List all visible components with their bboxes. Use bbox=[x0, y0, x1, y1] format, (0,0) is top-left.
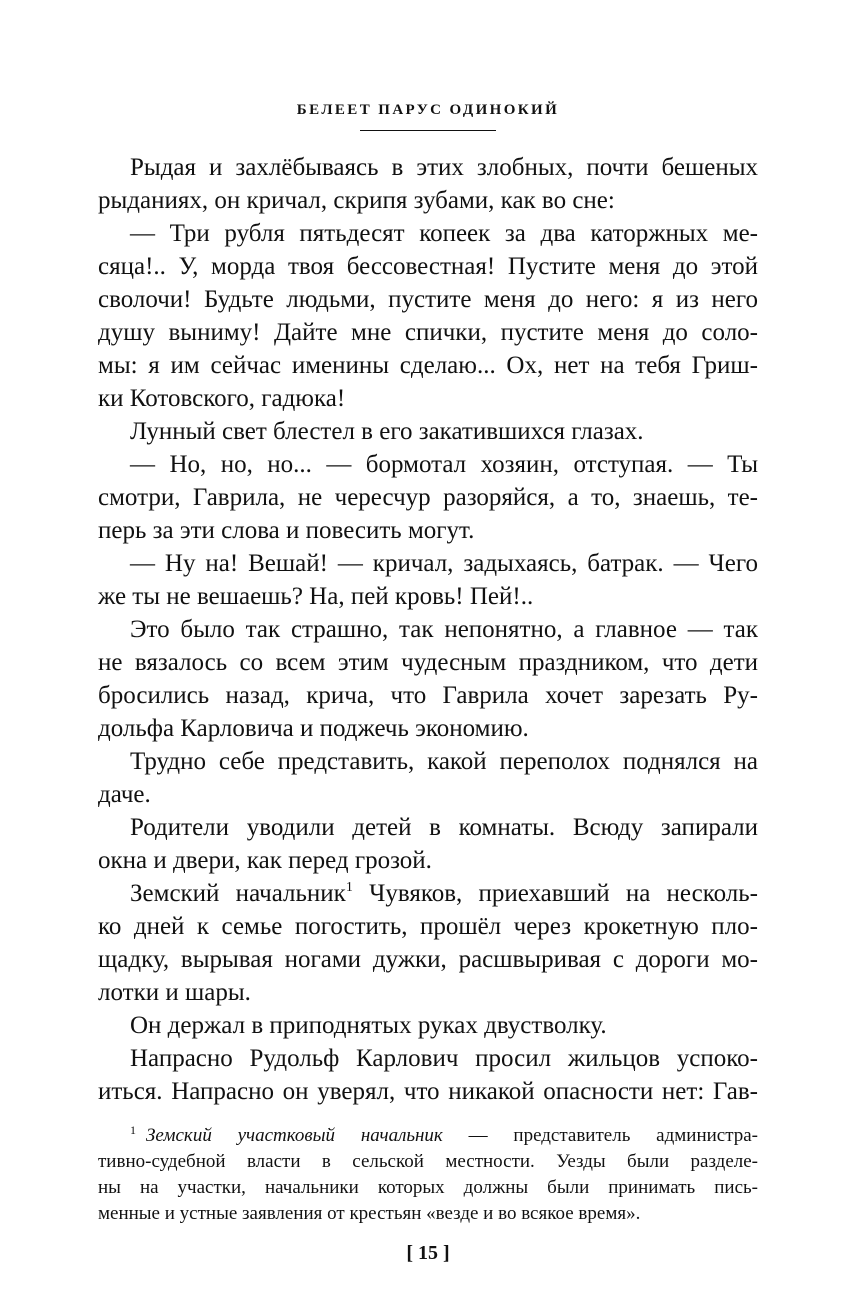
text-line: Это было так страшно, так непонятно, а главное — так bbox=[130, 616, 758, 643]
text-line: Трудно себе представить, какой переполох поднялся на bbox=[130, 748, 758, 775]
text-line: Он держал в приподнятых руках двустволку. bbox=[130, 1012, 607, 1039]
footnote-line: менные и устные заявления от крестьян «везде и во всякое время». bbox=[98, 1203, 641, 1224]
footnote-text: — представитель администра- bbox=[442, 1125, 759, 1146]
running-head-rule bbox=[360, 130, 496, 131]
text-line: — Три рубля пятьдесят копеек за два каторжных ме- bbox=[130, 220, 758, 247]
text-line: сволочи! Будьте людьми, пустите меня до него: я из него bbox=[98, 286, 758, 313]
text-line: Лунный свет блестел в его закатившихся глазах. bbox=[130, 418, 644, 445]
footnote-line: тивно-судебной власти в сельской местности. Уезды были разделе- bbox=[98, 1151, 758, 1172]
text-line: — Но, но, но... — бормотал хозяин, отступая. — Ты bbox=[130, 451, 758, 478]
text-line: окна и двери, как перед грозой. bbox=[98, 847, 432, 874]
text-line: ки Котовского, гадюка! bbox=[98, 385, 346, 412]
text-line: душу выниму! Дайте мне спички, пустите меня до соло- bbox=[98, 319, 758, 346]
text-line: рыданиях, он кричал, скрипя зубами, как во сне: bbox=[98, 187, 615, 214]
footnote-ref[interactable]: 1 bbox=[345, 880, 353, 895]
text-line: иться. Напрасно он уверял, что никакой опасности нет: Гав- bbox=[98, 1078, 758, 1105]
text-line: Рыдая и захлёбываясь в этих злобных, почти бешеных bbox=[130, 154, 758, 181]
text-line: лотки и шары. bbox=[98, 979, 251, 1006]
text-line: Родители уводили детей в комнаты. Всюду запирали bbox=[130, 814, 758, 841]
running-head: БЕЛЕЕТ ПАРУС ОДИНОКИЙ bbox=[296, 102, 560, 118]
text-line: щадку, вырывая ногами дужки, расшвыривая с дороги мо- bbox=[98, 946, 758, 973]
text-line: — Ну на! Вешай! — кричал, задыхаясь, батрак. — Чего bbox=[130, 550, 758, 577]
text-line: смотри, Гаврила, не чересчур разоряйся, а то, знаешь, те- bbox=[98, 484, 758, 511]
text-line: бросились назад, крича, что Гаврила хочет зарезать Ру- bbox=[98, 682, 758, 709]
text-fragment: Чувяков, приехавший на несколь- bbox=[369, 880, 758, 907]
footnote-term: Земский участковый начальник bbox=[146, 1125, 443, 1146]
text-line: не вязалось со всем этим чудесным праздником, что дети bbox=[98, 649, 758, 676]
text-line bbox=[130, 877, 758, 911]
footnote-line: ны на участки, начальники которых должны были принимать пись- bbox=[98, 1177, 758, 1198]
footnote-marker: 1 bbox=[130, 1123, 136, 1137]
page-number: [ 15 ] bbox=[406, 1242, 450, 1264]
text-fragment: Земский начальник bbox=[130, 880, 346, 907]
text-line: мы: я им сейчас именины сделаю... Ох, нет на тебя Гриш- bbox=[98, 352, 758, 379]
footnote-line bbox=[130, 1123, 758, 1149]
text-line: перь за эти слова и повесить могут. bbox=[98, 517, 475, 544]
text-line: сяца!.. У, морда твоя бессовестная! Пустите меня до этой bbox=[98, 253, 758, 280]
text-line: же ты не вешаешь? На, пей кровь! Пей!.. bbox=[98, 583, 534, 610]
text-line: Напрасно Рудольф Карлович просил жильцов успоко- bbox=[130, 1045, 758, 1072]
text-line: ко дней к семье погостить, прошёл через крокетную пло- bbox=[98, 913, 758, 940]
text-line: даче. bbox=[98, 781, 151, 808]
text-line: дольфа Карловича и поджечь экономию. bbox=[98, 715, 529, 742]
